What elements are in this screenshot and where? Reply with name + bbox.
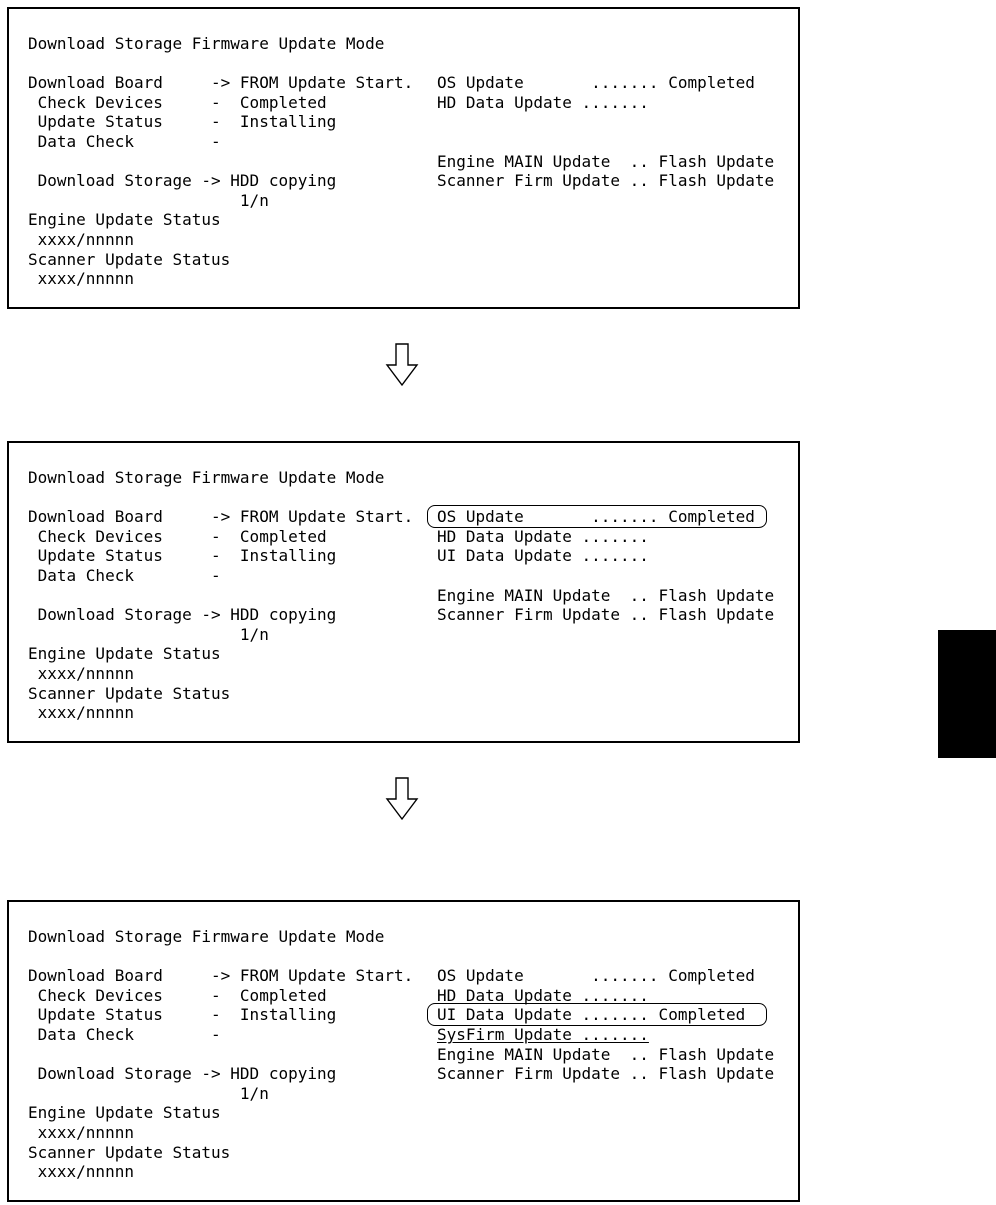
status-line: Update Status - Installing xyxy=(28,1005,337,1024)
screen-title: Download Storage Firmware Update Mode xyxy=(28,34,385,53)
status-line: Scanner Update Status xyxy=(28,1143,231,1162)
status-line: Data Check - xyxy=(28,566,221,585)
update-item: OS Update ....... Completed xyxy=(437,73,755,92)
status-line: 1/n xyxy=(28,191,269,210)
status-line: Download Board -> FROM Update Start. xyxy=(28,73,414,92)
status-line: Download Storage -> HDD copying xyxy=(28,1064,337,1083)
status-line: Download Board -> FROM Update Start. xyxy=(28,966,414,985)
update-item: OS Update ....... Completed xyxy=(437,966,755,985)
status-line: 1/n xyxy=(28,1084,269,1103)
update-item: Scanner Firm Update .. Flash Update xyxy=(437,171,775,190)
update-item: Scanner Firm Update .. Flash Update xyxy=(437,1064,775,1083)
status-line: Data Check - xyxy=(28,132,221,151)
update-item-highlighted: UI Data Update ....... Completed xyxy=(437,1005,746,1024)
update-item: HD Data Update ....... xyxy=(437,527,649,546)
status-line: Download Storage -> HDD copying xyxy=(28,171,337,190)
update-item: HD Data Update ....... xyxy=(437,93,649,112)
update-item: Engine MAIN Update .. Flash Update xyxy=(437,586,775,605)
status-line: Check Devices - Completed xyxy=(28,986,327,1005)
status-line: Engine Update Status xyxy=(28,1103,221,1122)
update-item: Engine MAIN Update .. Flash Update xyxy=(437,152,775,171)
down-arrow-icon xyxy=(385,777,419,821)
update-item-highlighted: OS Update ....... Completed xyxy=(437,507,755,526)
status-line: Download Board -> FROM Update Start. xyxy=(28,507,414,526)
status-line: xxxx/nnnnn xyxy=(28,1162,134,1181)
status-line: Check Devices - Completed xyxy=(28,93,327,112)
down-arrow-icon xyxy=(385,343,419,387)
status-line: Scanner Update Status xyxy=(28,684,231,703)
status-line: xxxx/nnnnn xyxy=(28,1123,134,1142)
status-line: Data Check - xyxy=(28,1025,221,1044)
status-line: Download Storage -> HDD copying xyxy=(28,605,337,624)
update-item: Engine MAIN Update .. Flash Update xyxy=(437,1045,775,1064)
status-line: xxxx/nnnnn xyxy=(28,269,134,288)
chapter-tab-marker xyxy=(938,630,996,758)
status-line: xxxx/nnnnn xyxy=(28,664,134,683)
status-line: xxxx/nnnnn xyxy=(28,703,134,722)
update-item: UI Data Update ....... xyxy=(437,546,649,565)
update-screen-2 xyxy=(7,441,800,743)
update-screen-1 xyxy=(7,7,800,309)
status-line: xxxx/nnnnn xyxy=(28,230,134,249)
status-line: 1/n xyxy=(28,625,269,644)
status-line: Check Devices - Completed xyxy=(28,527,327,546)
update-screen-3 xyxy=(7,900,800,1202)
update-item: Scanner Firm Update .. Flash Update xyxy=(437,605,775,624)
status-line: Engine Update Status xyxy=(28,210,221,229)
status-line: Update Status - Installing xyxy=(28,112,337,131)
screen-title: Download Storage Firmware Update Mode xyxy=(28,927,385,946)
update-item: HD Data Update ....... xyxy=(437,986,649,1005)
screen-title: Download Storage Firmware Update Mode xyxy=(28,468,385,487)
status-line: Scanner Update Status xyxy=(28,250,231,269)
status-line: Engine Update Status xyxy=(28,644,221,663)
status-line: Update Status - Installing xyxy=(28,546,337,565)
update-item: SysFirm Update ....... xyxy=(437,1025,649,1044)
